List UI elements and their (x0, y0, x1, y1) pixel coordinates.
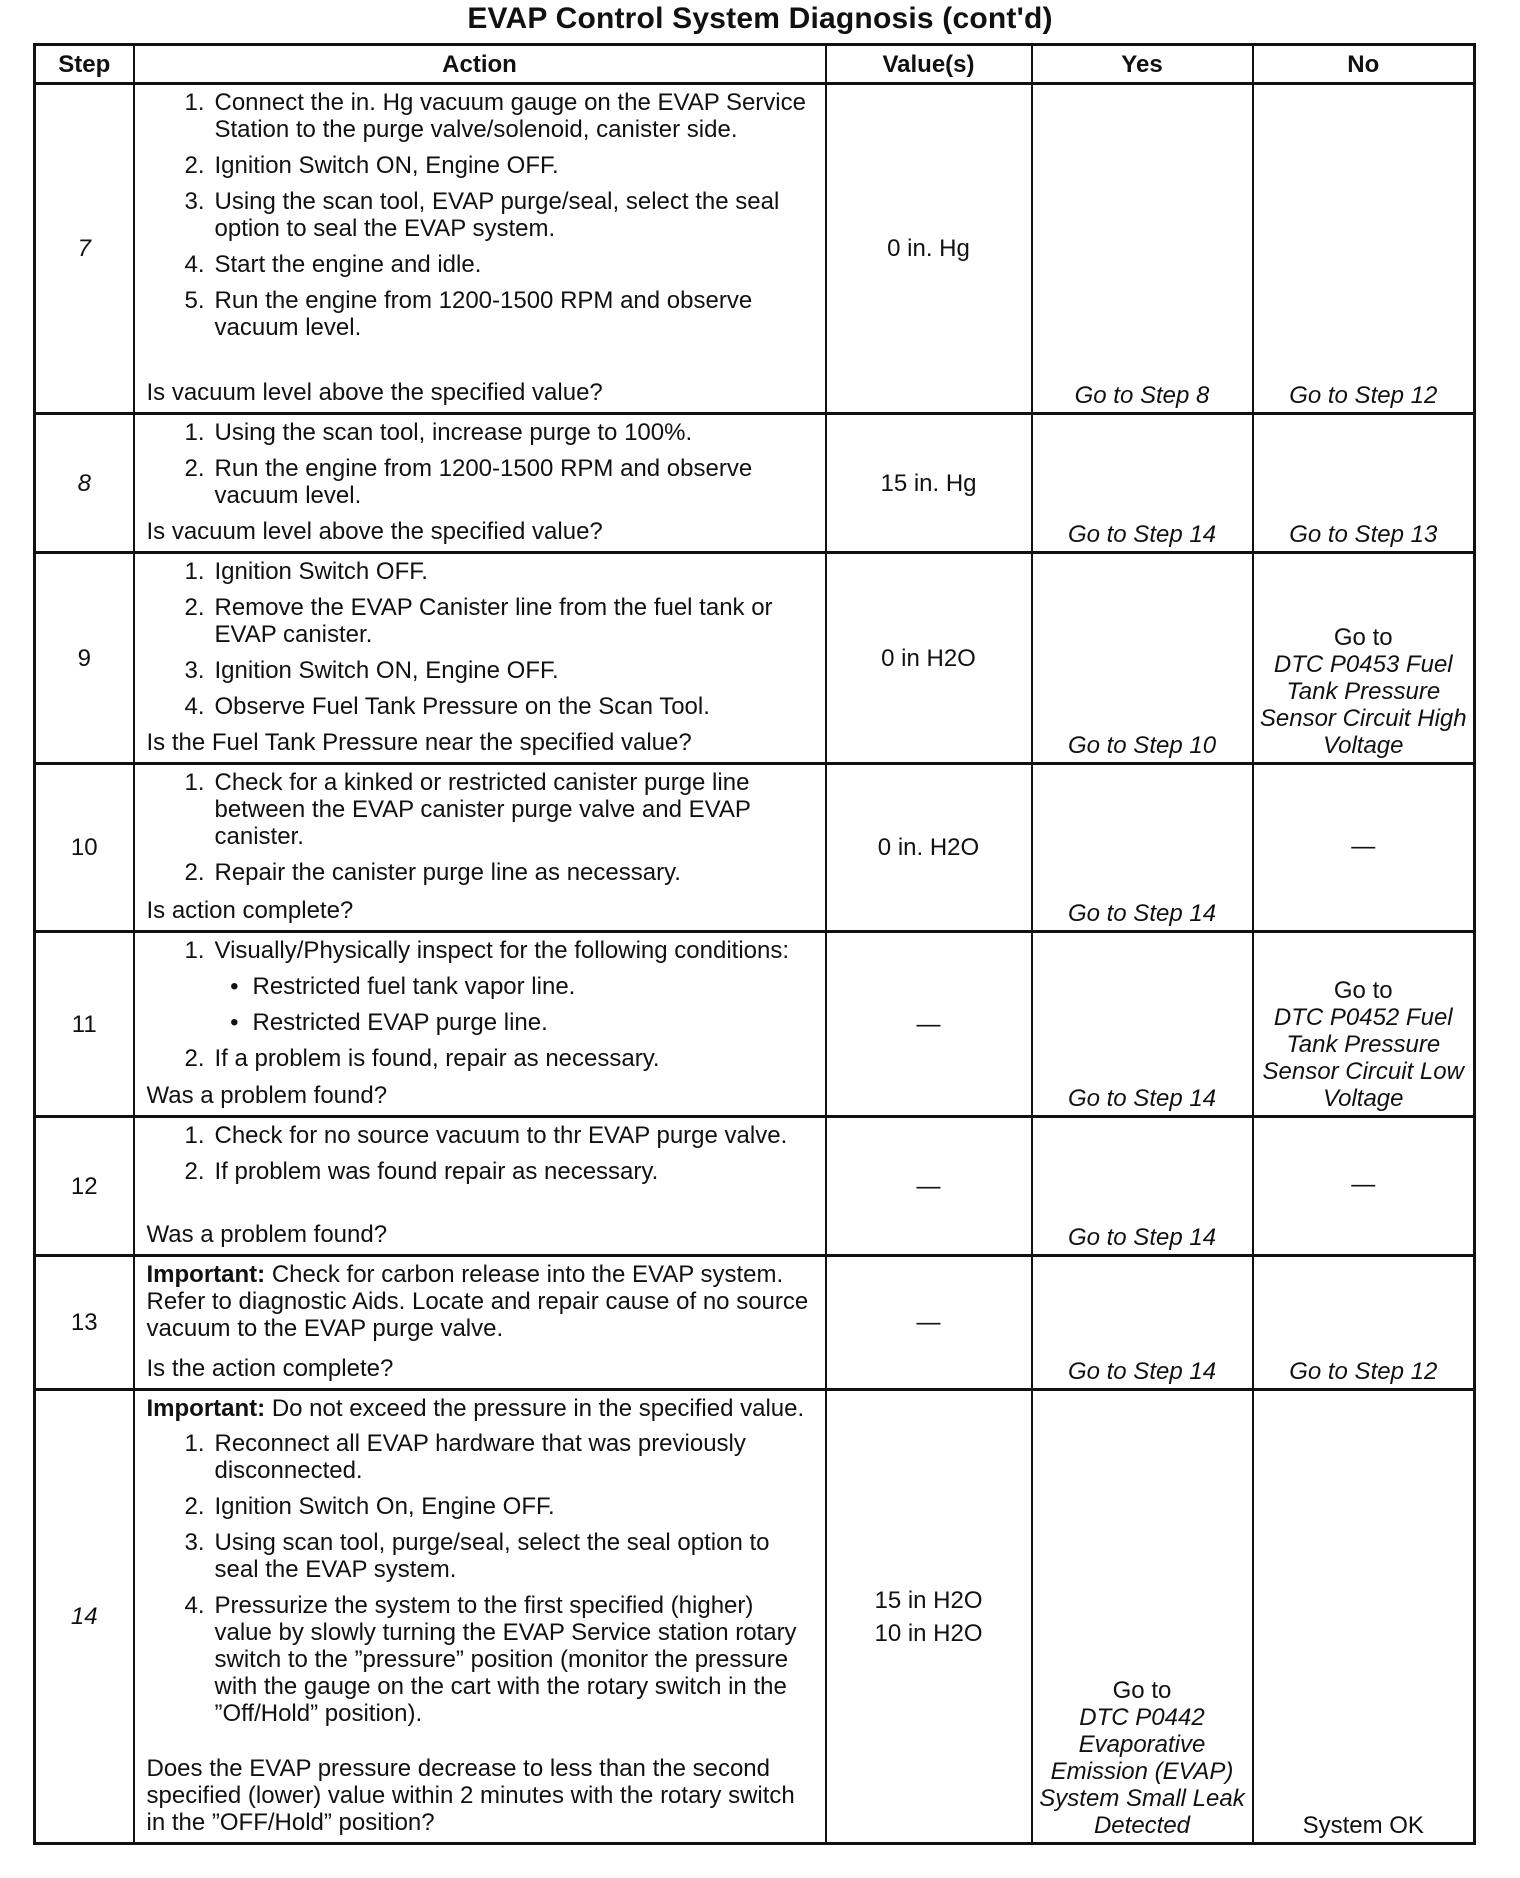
action-cell (134, 414, 826, 553)
header-no: No (1253, 45, 1475, 84)
list-item: 2. Ignition Switch ON, Engine OFF. (184, 152, 559, 179)
value-cell (826, 1390, 1032, 1844)
diagnosis-table (33, 43, 1476, 1845)
question: Does the EVAP pressure decrease to less than the second specified (lower) value within 2 minutes with the rotary switch in the ”OFF/Hold” position? (146, 1755, 795, 1836)
no-cell (1253, 932, 1475, 1117)
header-yes: Yes (1032, 45, 1253, 84)
action-cell (134, 1390, 826, 1844)
action-cell (134, 764, 826, 932)
no-dtc: DTC P0453 Fuel Tank Pressure Sensor Circuit High Voltage (1259, 651, 1467, 759)
yes-cell: Go to Step 8 (1032, 84, 1253, 414)
yes-cell: Go to Step 14 (1032, 932, 1253, 1117)
yes-cell: Go to Step 14 (1032, 1117, 1253, 1256)
value-cell: — (826, 932, 1032, 1117)
table-row (35, 932, 1475, 1117)
no-goto: Go to (1333, 977, 1393, 1004)
no-goto: Go to (1333, 624, 1393, 651)
yes-dtc: DTC P0442 Evaporative Emission (EVAP) System Small Leak Detected (1039, 1704, 1245, 1839)
list-item: 1. Visually/Physically inspect for the following conditions: (184, 937, 790, 964)
step-number: 13 (35, 1256, 134, 1390)
action-cell (134, 1117, 826, 1256)
list-item: 3. Ignition Switch ON, Engine OFF. (184, 657, 559, 684)
list-item: 2. If problem was found repair as necessary. (184, 1158, 659, 1185)
question: Is vacuum level above the specified value? (146, 518, 603, 545)
value-cell: 0 in H2O (826, 553, 1032, 764)
question: Was a problem found? (146, 1082, 388, 1109)
list-item: 1. Connect the in. Hg vacuum gauge on the EVAP Service Station to the purge valve/solenoid, canister side. (184, 89, 806, 143)
value-cell: 0 in. Hg (826, 84, 1032, 414)
step-number: 7 (35, 84, 134, 414)
action-cell (134, 553, 826, 764)
list-item: 1. Ignition Switch OFF. (184, 558, 428, 585)
important-note (147, 1395, 817, 1422)
list-item: 3. Using the scan tool, EVAP purge/seal, select the seal option to seal the EVAP system. (184, 188, 780, 242)
list-item: 4. Pressurize the system to the first specified (higher) value by slowly turning the EVAP Service station rotary switch to the ”pressure” position (monitor the pressure with the gauge on the cart with the rotary switch in the ”Off/Hold” position). (184, 1592, 797, 1727)
step-number: 8 (35, 414, 134, 553)
no-cell: Go to Step 12 (1253, 1256, 1475, 1390)
value-high: 15 in H2O (874, 1586, 983, 1614)
important-label: Important: (146, 1261, 266, 1288)
important-text: Do not exceed the pressure in the specified value. (265, 1395, 805, 1422)
no-cell: System OK (1253, 1390, 1475, 1844)
step-number: 11 (35, 932, 134, 1117)
step-number: 12 (35, 1117, 134, 1256)
question: Is the Fuel Tank Pressure near the specified value? (146, 729, 692, 756)
page-title: EVAP Control System Diagnosis (cont'd) (467, 2, 1053, 35)
list-item: 2. Run the engine from 1200-1500 RPM and observe vacuum level. (184, 455, 753, 509)
table-row (35, 84, 1475, 414)
question: Is vacuum level above the specified value? (146, 379, 603, 406)
list-item: 3. Using scan tool, purge/seal, select the seal option to seal the EVAP system. (184, 1529, 770, 1583)
header-values: Value(s) (826, 45, 1032, 84)
table-row (35, 414, 1475, 553)
no-cell: Go to Step 13 (1253, 414, 1475, 553)
list-item: 1. Using the scan tool, increase purge to 100%. (184, 419, 693, 446)
yes-cell (1032, 1390, 1253, 1844)
list-item: 2. If a problem is found, repair as necessary. (184, 1045, 660, 1072)
list-item: 4. Observe Fuel Tank Pressure on the Scan Tool. (184, 693, 710, 720)
no-cell: — (1253, 1117, 1475, 1256)
yes-cell: Go to Step 14 (1032, 764, 1253, 932)
no-cell: — (1253, 764, 1475, 932)
question: Is action complete? (146, 897, 354, 924)
list-item: 5. Run the engine from 1200-1500 RPM and observe vacuum level. (184, 287, 753, 341)
header-step: Step (35, 45, 134, 84)
table-row (35, 764, 1475, 932)
step-number: 10 (35, 764, 134, 932)
value-cell: 0 in. H2O (826, 764, 1032, 932)
question: Was a problem found? (146, 1221, 388, 1248)
important-text: Check for carbon release into the EVAP system. Refer to diagnostic Aids. Locate and repair cause of no source vacuum to the EVAP purge valve. (146, 1261, 809, 1342)
bullet-item: • Restricted EVAP purge line. (230, 1009, 548, 1036)
no-dtc: DTC P0452 Fuel Tank Pressure Sensor Circuit Low Voltage (1262, 1004, 1464, 1112)
yes-goto: Go to (1112, 1677, 1172, 1704)
table-row (35, 1117, 1475, 1256)
action-cell (134, 84, 826, 414)
value-cell: — (826, 1256, 1032, 1390)
list-item: 1. Reconnect all EVAP hardware that was previously disconnected. (184, 1430, 746, 1484)
list-item: 2. Ignition Switch On, Engine OFF. (184, 1493, 555, 1520)
important-label: Important: (146, 1395, 266, 1422)
no-cell (1253, 553, 1475, 764)
list-item: 1. Check for a kinked or restricted canister purge line between the EVAP canister purge valve and EVAP canister. (184, 769, 751, 850)
value-cell: 15 in. Hg (826, 414, 1032, 553)
table-row (35, 1390, 1475, 1844)
table-row (35, 553, 1475, 764)
step-number: 14 (35, 1390, 134, 1844)
header-row (35, 45, 1475, 84)
question: Is the action complete? (146, 1355, 394, 1382)
step-number: 9 (35, 553, 134, 764)
table-row (35, 1256, 1475, 1390)
list-item: 2. Remove the EVAP Canister line from the fuel tank or EVAP canister. (184, 594, 773, 648)
important-note (147, 1261, 817, 1342)
value-low: 10 in H2O (874, 1619, 983, 1647)
yes-cell: Go to Step 10 (1032, 553, 1253, 764)
list-item: 4. Start the engine and idle. (184, 251, 482, 278)
no-cell: Go to Step 12 (1253, 84, 1475, 414)
yes-cell: Go to Step 14 (1032, 414, 1253, 553)
value-cell: — (826, 1117, 1032, 1256)
list-item: 2. Repair the canister purge line as necessary. (184, 859, 681, 886)
action-cell (134, 932, 826, 1117)
yes-cell: Go to Step 14 (1032, 1256, 1253, 1390)
bullet-item: • Restricted fuel tank vapor line. (230, 973, 576, 1000)
list-item: 1. Check for no source vacuum to thr EVAP purge valve. (184, 1122, 788, 1149)
header-action: Action (134, 45, 826, 84)
action-cell (134, 1256, 826, 1390)
